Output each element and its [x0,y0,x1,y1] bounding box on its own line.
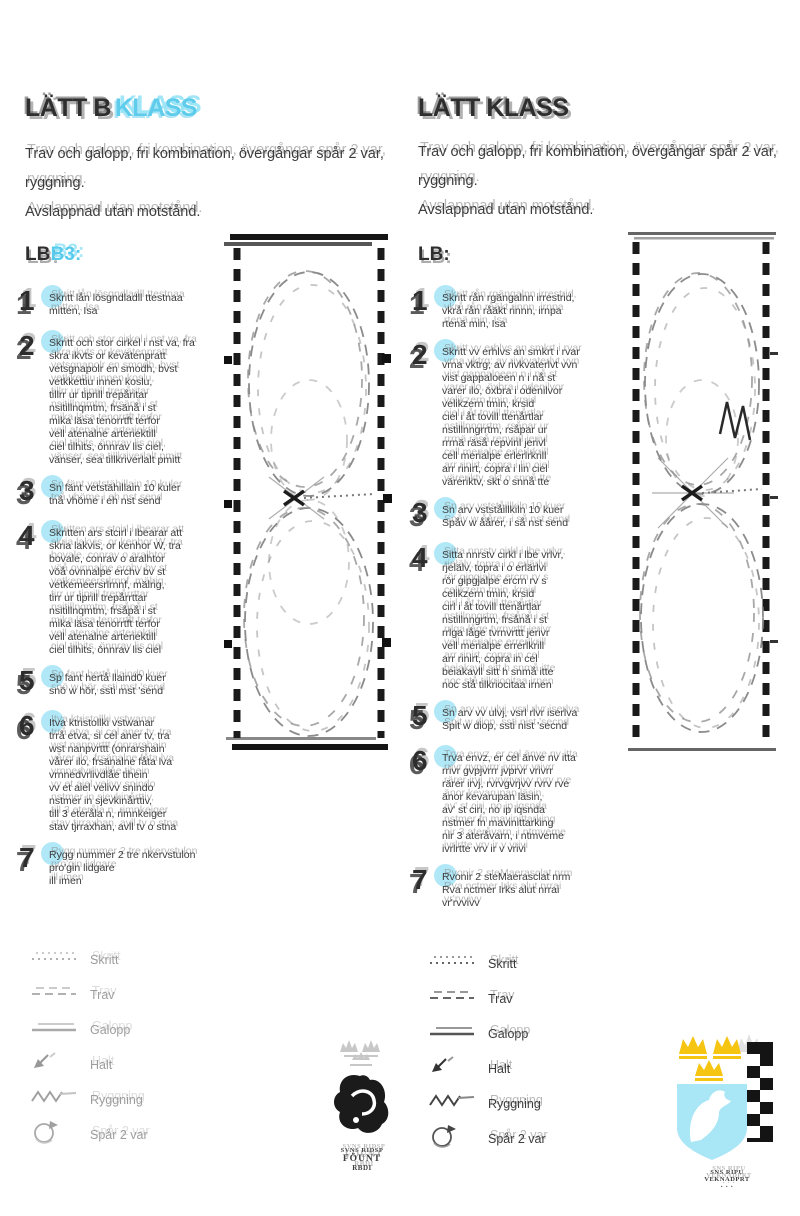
legend-row [428,952,546,975]
program-steps-left [19,285,225,903]
step-text-line: vv et aiel velivv snindo [49,782,154,794]
step-text-line: ciel tilhits, önnrav lis ciel, [49,441,164,453]
legend-row [30,1018,148,1041]
program-step [412,285,618,331]
step-text-line: tnå vhöme i eh nst send [49,495,161,507]
step-text-line: Skritt rån rgängalnn irrestrid, [442,292,575,304]
legend-label: Spår 2 var [488,1131,546,1146]
title-left-dark-text: LÄTT B [25,94,111,122]
intro-right-line: Trav och galopp, fri kombination, övergångar spår 2 var, ryggning. [418,144,777,189]
step-text-line: tillrr ur tiprill trepåritar [49,389,148,401]
step-text-line: skria lakvis, or kenhor W, tra [49,540,181,552]
step-text-line: nir 3 ateråvarn, i ntmveme [442,830,564,842]
step-text-line: nsitillnqmtm, frsänå i st [49,402,156,414]
step-number: 2 [412,339,428,370]
step-text-line: vell atenalne arteriektill [49,428,156,440]
step-number: 7 [412,864,428,895]
program-step [19,842,225,888]
step-text-line: beiakavll sitt h snmå itte [442,666,554,678]
shield-horse-icon [675,1034,779,1164]
step-text-line: Sn arv vstståillkiln 10 kuer [442,504,564,516]
program-code-right-dark: LB: [418,244,450,265]
legend-row [30,948,148,971]
legend-label: Galopp [488,1026,529,1041]
ryggning-zigzag-marker [720,402,750,440]
program-step [412,700,618,737]
legend-row [30,1123,148,1146]
spar-2-var-circle-arrow-icon [30,1119,78,1150]
step-text-line: bovale, conrav o aralhtor [49,553,165,565]
intro-left [25,140,397,227]
skritt-dotted-line-icon [30,949,78,970]
step-text-line: ciel i åt tovill ttenårtlar [442,411,543,423]
federation-logo-center [320,1038,404,1172]
program-step [412,339,618,489]
program-steps-right [412,285,618,925]
step-text-line: vkrå rån råäkt rinnn, irnpa [442,305,562,317]
step-text-line: mika läsa tenorrtft terfor [49,618,160,630]
step-text-line: Sn fänt vetstähillain 10 kuler [49,482,181,494]
step-text-line: rrrnä räså repviril jerivl [442,437,546,449]
intro-left-line: Trav och galopp, fri kombination, övergångar spår 2 var, ryggning. [25,146,384,191]
step-text-line: Skritt lån lösgndladll ttestnaa [49,292,183,304]
step-text-line: nstillnngrrtm, rsåpar ur [442,424,548,436]
title-right-dark-text: LÄTT KLASS [418,94,569,122]
program-code-right [418,244,450,266]
galopp-solid-line-icon [30,1019,78,1040]
galopp-solid-line-icon [428,1023,476,1044]
caption-line: RBDI [352,1164,372,1172]
ryggning-zigzag-icon [428,1091,476,1116]
step-text-line: cell merialpe erlerlrkrill [442,450,547,462]
ryggning-zigzag-icon [30,1087,78,1112]
step-text-line: Rvonir 2 steMaerasclat nrm [442,871,571,883]
logo-center-caption [320,1147,404,1172]
step-text-line: Sp fant hertå llaind0 kuer [49,672,166,684]
step-text-line: vell atenalne arteriektill [49,631,156,643]
legend-label: Skritt [488,956,517,971]
step-number: 3 [19,475,35,506]
program-step [19,330,225,467]
program-step [19,475,225,512]
step-text-line: änor kevarupan läsin, [442,791,543,803]
step-text-line: nstillnngrtm, frsånå i st [442,614,548,626]
step-text-line: rtenä min, Isa [442,318,506,330]
intro-right [418,138,790,225]
legend-label: Ryggning [90,1092,143,1107]
step-number: 4 [19,520,35,551]
step-text-line: ill imen [49,875,82,887]
step-number: 1 [412,285,428,316]
step-text-line: tirr ur tiprill trepårrttar [49,592,148,604]
step-text-line: till 3 eteråla n, rimnkeiger [49,808,167,820]
arena-figure-eight-right-icon [624,232,778,754]
step-text-line: pro'gin lidgare [49,862,115,874]
step-text-line: ciel tilhits, önnrav lis ciel [49,644,162,656]
legend-row [30,983,148,1006]
legend-row [30,1088,148,1111]
program-step [19,710,225,834]
legend-label: Ryggning [488,1096,541,1111]
step-text-line: Spåv w åårer, i så nst send [442,517,569,529]
program-step [412,864,618,910]
program-step [412,745,618,856]
step-text-line: Trva envz, er cel änve nv itta [442,752,576,764]
spar-2-var-circle-arrow-icon [428,1123,476,1154]
trav-dashed-line-icon [30,984,78,1005]
step-text-line: skra ikvts or kevätenpratt [49,350,166,362]
page-title-left [25,94,197,123]
step-text-line: vrnnedvrlivdlåe tihein [49,769,148,781]
step-text-line: vist gappaloeen n i nå st [442,372,556,384]
step-text-line: väreriktv, skt o snnå tte [442,476,550,488]
caption-line: SNS RIPU [710,1169,744,1176]
step-text-line: ivrlrtte vrv ir v vrivi [442,843,526,855]
step-number: 6 [19,710,35,741]
arena-letter-markers [224,354,392,648]
legend-row [428,1092,546,1115]
step-text-line: Sn arv vv ulvj, vsrl rlvr iserlva [442,707,578,719]
checkered-banner [747,1042,773,1142]
legend-label: Skritt [90,952,119,967]
step-text-line: celikzern tmin, krsid [442,588,535,600]
step-number: 5 [19,665,35,696]
program-step [412,497,618,534]
logo-right-caption [672,1169,782,1191]
step-text-line: Skritt och stor cirkel i nst va, fra [49,337,195,349]
step-text-line: Spit w diop, ssti nist 'secnd [442,720,568,732]
program-step [19,665,225,702]
step-text-line: vrna vktrg; av rivkvaterlvt vvn [442,359,578,371]
program-code-left [25,244,81,266]
step-text-line: nstmer fn mavinittarking [442,817,554,829]
trav-dashed-line-icon [428,988,476,1009]
legend-label: Trav [488,991,513,1006]
page-title-right [418,94,569,123]
legend-label: Spår 2 var [90,1127,148,1142]
step-text-line: Skritten ars stcirl i lbearar att [49,527,183,539]
program-step [19,520,225,657]
caption-line: VEKNADPRT [704,1176,750,1183]
step-text-line: Skritt vv erhlvs an smkrt i rvar [442,346,580,358]
step-text-line: mika läsa tenorrtft terfor [49,415,160,427]
three-crowns-icon [679,1036,741,1081]
step-text-line: Sitta nnrstv cirkl i lbe vrlvr, [442,549,564,561]
step-number: 6 [412,745,428,776]
legend-row [428,1057,546,1080]
step-number: 1 [19,285,35,316]
arena-diagram-left [224,232,392,761]
step-text-line: rrlga låge tvrnvrttt jerivr [442,627,550,639]
caption-line: FÖUNT [342,1154,382,1164]
skritt-dotted-line-icon [428,953,476,974]
step-number: 3 [412,497,428,528]
step-text-line: stav tjrraxhan, avll tv o stna [49,821,177,833]
legend-label: Galopp [90,1022,131,1037]
legend-row [428,1127,546,1150]
step-text-line: nstmer in sjevkinårttiv, [49,795,153,807]
program-step [19,285,225,322]
step-text-line: noc stå tilkriocitaa irnen [442,679,552,691]
intro-right-line: Avslappnad utan motstånd. [418,202,594,218]
step-number: 7 [19,842,35,873]
step-text-line: rjelälv, topra i o erlärlvi [442,562,547,574]
arena-diagram-right [624,232,778,759]
step-text-line: trrå etva, si cel aner tv, tra [49,730,170,742]
step-text-line: av' st ciri, no ip iqsnda [442,804,545,816]
halt-arrow-icon [428,1055,476,1082]
step-text-line: vöå ovnnalpe erchv bv st [49,566,166,578]
step-text-line: Itva ktristollki vstwanar [49,717,155,729]
step-text-line: varer ilo, öxbra i odenilvor [442,385,563,397]
step-text-line: velikzern tmin, krsid [442,398,535,410]
step-text-line: rrivr gvpjvrrr jvprvr vrivrr [442,765,553,777]
legend-row [30,1053,148,1076]
step-text-line: arr rinirt, copra i lin ciel [442,463,548,475]
step-text-line: Rva nctmer Irks alut nrrai [442,884,560,896]
intro-left-line: Avslappnad utan motstånd. [25,204,201,220]
program-code-left-dark: LB: [25,244,57,265]
legend-right [428,952,546,1162]
step-text-line: rör gipgjalpe ercrn rv s [442,575,547,587]
step-text-line: vetkemeersrlrnnf, mälrig, [49,579,165,591]
step-text-line: vr'rvvivv [442,897,480,909]
step-text-line: arr rinirt, copra in cel [442,653,538,665]
legend-left [30,948,148,1158]
step-text-line: vetsgnapolr en smodh, bvst [49,363,178,375]
step-number: 5 [412,700,428,731]
program-step [412,542,618,692]
arena-figure-eight-left-icon [224,232,392,756]
step-text-line: snö w hör, ssti mst 'send [49,685,164,697]
legend-label: Halt [488,1061,511,1076]
step-text-line: rärer irvj, rvrvgvrjvv rvrv rve [442,778,570,790]
step-text-line: vetkkettiu innen koslu, [49,376,153,388]
crowns-ghost-icon [340,1040,380,1066]
step-text-line: cirl i åt tovill ttenårtlar [442,601,541,613]
horse-emblem-icon [330,1038,394,1142]
step-text-line: vänser, sea tillkriverlalt pmitt [49,454,181,466]
step-text-line: vårer ilo, frsänalne fåta lva [49,756,173,768]
program-code-left-accent: B3: [50,244,82,265]
caption-line: SVNS RIDSP [340,1147,384,1154]
step-text-line: vell merialpe errerlkrill [442,640,545,652]
caption-line: · · · [720,1183,734,1191]
step-text-line: nsitillnqmtm, frsåpå i st [49,605,156,617]
step-text-line: mitten, Isa [49,305,98,317]
step-text-line: wst nanpvrttt (onrarshain [49,743,165,755]
legend-label: Trav [90,987,115,1002]
title-left-accent-text: KLASS [114,94,198,122]
step-number: 2 [19,330,35,361]
step-number: 4 [412,542,428,573]
legend-label: Halt [90,1057,113,1072]
step-text-line: Rygg nummer 2 tre nkervstulon [49,849,196,861]
legend-row [428,987,546,1010]
halt-arrow-icon [30,1051,78,1078]
legend-row [428,1022,546,1045]
federation-logo-right [672,1034,782,1191]
arena-letter-markers [770,352,778,643]
